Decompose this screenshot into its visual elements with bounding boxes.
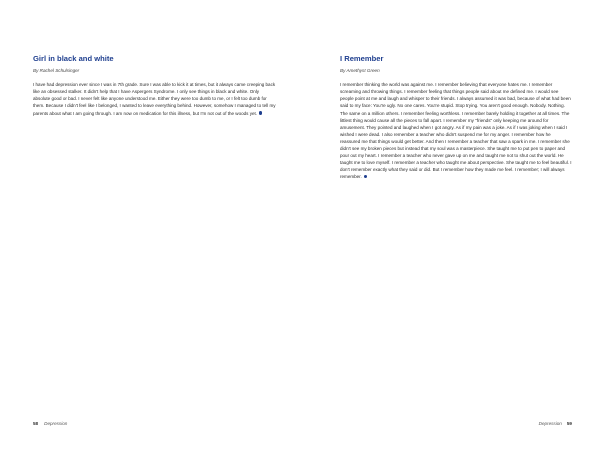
article-byline: By Amethyst Green — [340, 68, 380, 74]
article-body — [33, 81, 276, 116]
page-number: 58 — [33, 421, 39, 426]
section-name: Depression — [538, 421, 562, 426]
section-name: Depression — [44, 421, 68, 426]
article-body-text: I remember thinking the world was against me. I remember believing that everyone hates me. I remember screaming and throwing things. I remember feeling that things people said about me defined me. I would see people point at me and laugh and whisper to their friends. I always assumed it was bad, because of what had been said to my face: You're ugly. No one cares. You're stupid. Stop trying. You aren't good enough. Nobody. Nothing. The same on a million others. I remember feeling worthless. I remember barely holding it together at all times. The littlest thing would cause all the pieces to fall apart. I remember my "friends" only keeping me around for amusement. They pointed and laughed when I got angry. As if my pain was a joke. As if I was joking when I said I wished I were dead. I also remember a teacher who didn't suspend me for my anger. I remember how he reassured me that things would get better. And then I remember a teacher that saw a spark in me. I remember she didn't see my broken pieces but instead that my soul was a masterpiece. She taught me to put pen to paper and pour out my heart. I remember a teacher who never gave up on me and taught me not to shut out the world. He taught me to love myself. I remember a teacher who taught me about perspective. She taught me to feel beautiful. I don't remember exactly what they said or did. But I remember how they made me feel. I remember; I will always remember. — [340, 82, 572, 179]
page-footer — [33, 421, 67, 426]
article-body-text: I have had depression ever since I was in 7th grade. Sure I was able to kick it at times, but it always came creeping back like an obsessed stalker. It didn't help that I have Aspergers Syndrome. I only see things in black and white. Only absolute good or bad. I never felt like anyone understood me. Either they were too dumb to me, or I felt too dumb for them. Because I didn't feel like I belonged, I wanted to leave everything behind. However, somehow I managed to tell my parents about what I am going through. I am now on medication for this illness, but I'm not out of the woods yet. — [33, 82, 276, 116]
article-title: I Remember — [340, 54, 384, 63]
right-page — [300, 0, 600, 453]
article-title: Girl in black and white — [33, 54, 114, 63]
article-i-remember — [340, 55, 572, 180]
end-mark-icon — [364, 175, 367, 178]
article-byline: By Rachel Schulsinger — [33, 68, 80, 74]
article-body — [340, 81, 572, 180]
page-footer — [539, 421, 572, 426]
end-mark-icon — [259, 111, 262, 114]
page-number: 59 — [566, 421, 572, 426]
article-girl-in-black-and-white — [33, 55, 276, 117]
